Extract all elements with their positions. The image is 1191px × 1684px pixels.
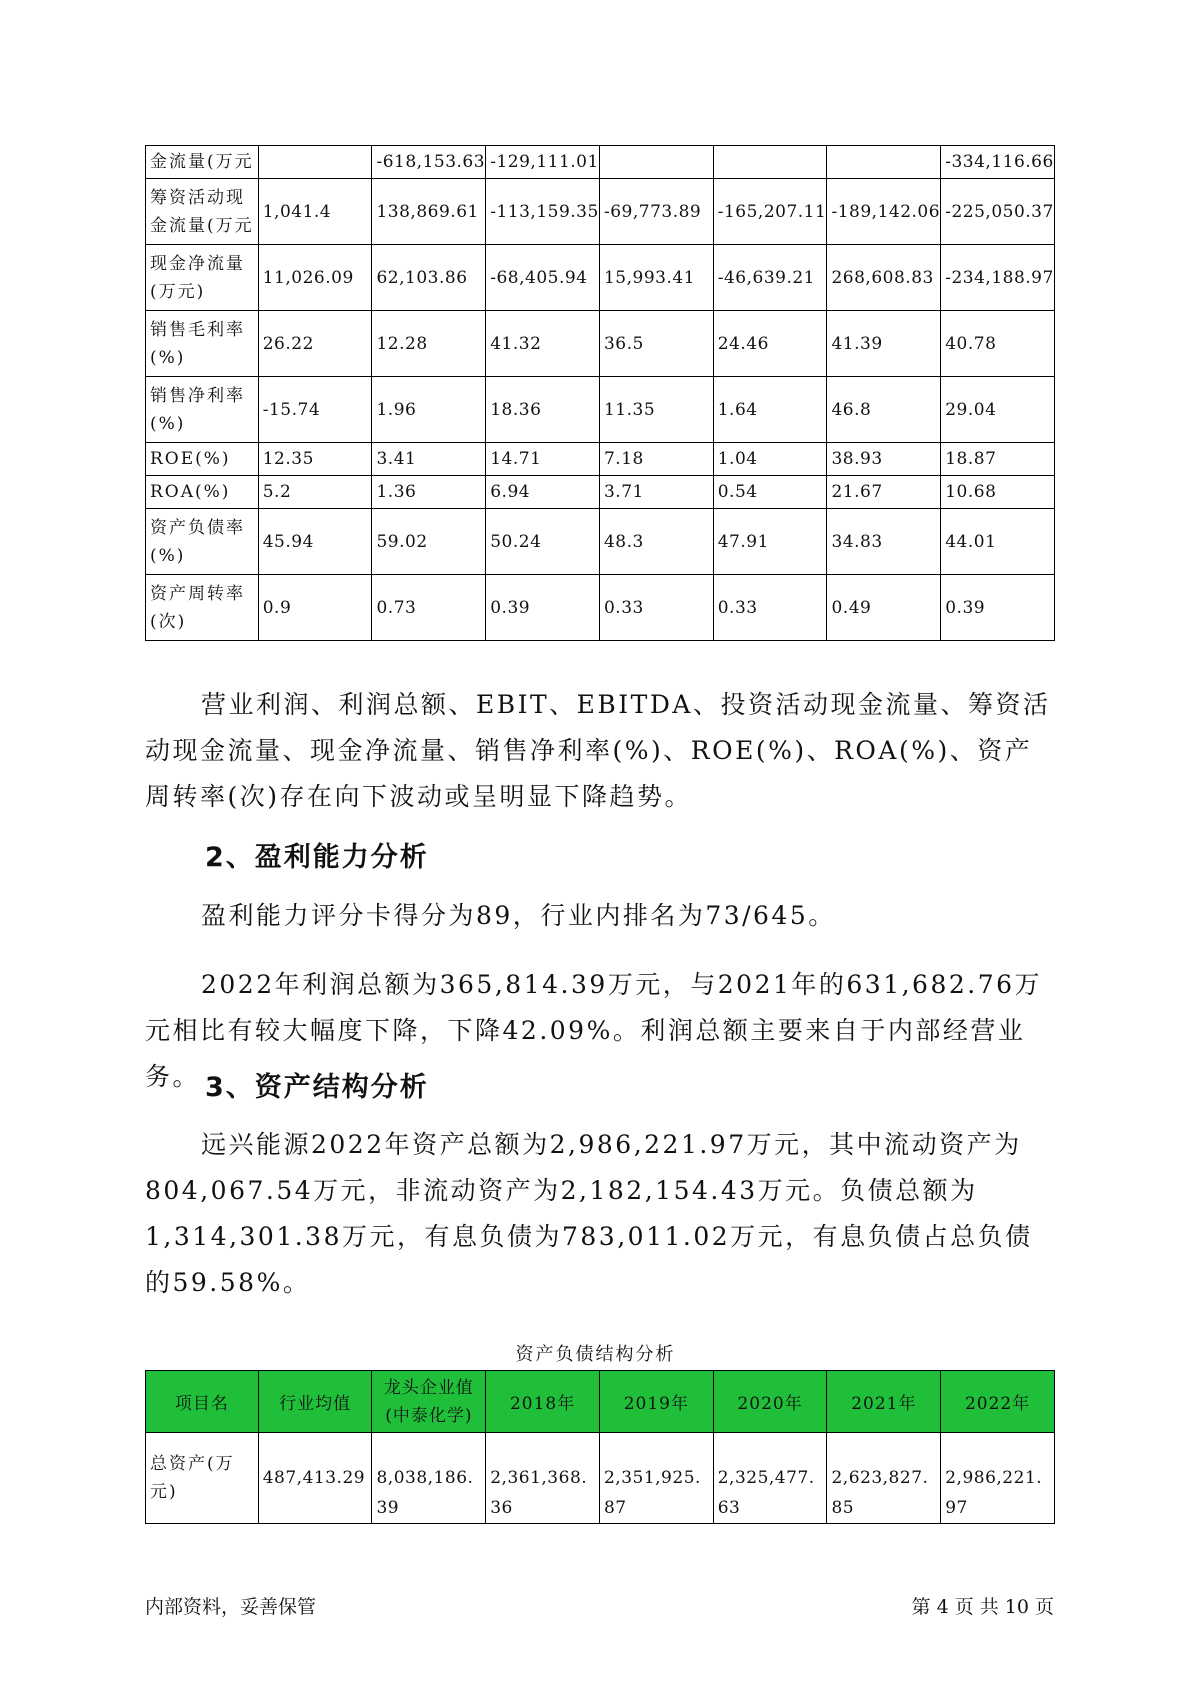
footer-confidential-note: 内部资料，妥善保管 (145, 1596, 317, 1618)
table-cell: 29.04 (941, 377, 1055, 443)
table-row (146, 476, 1055, 509)
row-label: 销售净利率(%) (146, 377, 259, 443)
table-cell: 2,986,221.97 (941, 1433, 1055, 1524)
table-cell: 3.71 (599, 476, 713, 509)
table-cell: 14.71 (486, 443, 600, 476)
table-row (146, 311, 1055, 377)
table-cell: 487,413.29 (258, 1433, 372, 1524)
table-caption: 资产负债结构分析 (515, 1344, 676, 1365)
table-cell: 38.93 (827, 443, 941, 476)
table-cell: 47.91 (713, 509, 827, 575)
table-cell: -15.74 (258, 377, 372, 443)
table-cell: -113,159.35 (486, 179, 600, 245)
table-cell: 1.04 (713, 443, 827, 476)
table-row (146, 377, 1055, 443)
row-label: 金流量(万元 (146, 146, 259, 179)
profitability-score-paragraph: 盈利能力评分卡得分为89，行业内排名为73/645。 (201, 901, 836, 930)
table-cell: 59.02 (372, 509, 486, 575)
table-cell (713, 146, 827, 179)
table-cell: -46,639.21 (713, 245, 827, 311)
row-label: 筹资活动现金流量(万元 (146, 179, 259, 245)
row-label: ROA(%) (146, 476, 259, 509)
table-cell: -69,773.89 (599, 179, 713, 245)
table-cell: 2,361,368.36 (486, 1433, 600, 1524)
table-cell: 11.35 (599, 377, 713, 443)
column-header: 2019年 (599, 1371, 713, 1433)
table-cell: -68,405.94 (486, 245, 600, 311)
table-cell: 11,026.09 (258, 245, 372, 311)
table-cell: -129,111.01 (486, 146, 600, 179)
table-cell: 1.36 (372, 476, 486, 509)
table-cell: 1,041.4 (258, 179, 372, 245)
row-label: 总资产(万元) (146, 1433, 259, 1524)
section-heading-profitability: 2、盈利能力分析 (205, 842, 429, 873)
table-cell: 36.5 (599, 311, 713, 377)
column-header: 2020年 (713, 1371, 827, 1433)
row-label: 销售毛利率(%) (146, 311, 259, 377)
table-cell: 268,608.83 (827, 245, 941, 311)
table-row (146, 1433, 1055, 1524)
table-cell: 44.01 (941, 509, 1055, 575)
table-cell: 7.18 (599, 443, 713, 476)
section-heading-asset-structure: 3、资产结构分析 (205, 1072, 429, 1103)
table-row (146, 245, 1055, 311)
column-header: 项目名 (146, 1371, 259, 1433)
table-cell: 41.39 (827, 311, 941, 377)
table-cell: 34.83 (827, 509, 941, 575)
table-cell: 0.33 (713, 575, 827, 641)
table-cell: 2,351,925.87 (599, 1433, 713, 1524)
column-header: 2022年 (941, 1371, 1055, 1433)
table-cell: -189,142.06 (827, 179, 941, 245)
table-cell: -234,188.97 (941, 245, 1055, 311)
table-row (146, 146, 1055, 179)
table-cell: 1.96 (372, 377, 486, 443)
table-row (146, 575, 1055, 641)
table-cell: 138,869.61 (372, 179, 486, 245)
table-cell: -225,050.37 (941, 179, 1055, 245)
table-cell: 45.94 (258, 509, 372, 575)
table-cell: 2,325,477.63 (713, 1433, 827, 1524)
table-row (146, 443, 1055, 476)
table-header-row (146, 1371, 1055, 1433)
table-cell: 0.9 (258, 575, 372, 641)
table-cell: 5.2 (258, 476, 372, 509)
row-label: 资产周转率(次) (146, 575, 259, 641)
asset-structure-paragraph: 远兴能源2022年资产总额为2,986,221.97万元，其中流动资产为804,067.54万元，非流动资产为2,182,154.43万元。负债总额为1,314,301.38万元，有息负债为783,011.02万元，有息负债占总负债的59.58%。 (145, 1130, 1033, 1297)
table-cell: 12.28 (372, 311, 486, 377)
column-header: 行业均值 (258, 1371, 372, 1433)
table-cell: 46.8 (827, 377, 941, 443)
table-cell: 48.3 (599, 509, 713, 575)
row-label: 现金净流量(万元) (146, 245, 259, 311)
table-cell (599, 146, 713, 179)
table-cell: -165,207.11 (713, 179, 827, 245)
table-cell: -618,153.63 (372, 146, 486, 179)
table-cell: 12.35 (258, 443, 372, 476)
table-cell: 18.36 (486, 377, 600, 443)
table-row (146, 509, 1055, 575)
table-cell: 6.94 (486, 476, 600, 509)
table-cell: 15,993.41 (599, 245, 713, 311)
financial-indicators-table (145, 145, 1055, 641)
column-header: 2018年 (486, 1371, 600, 1433)
table-cell: -334,116.66 (941, 146, 1055, 179)
table-cell: 10.68 (941, 476, 1055, 509)
table-cell: 0.49 (827, 575, 941, 641)
table-cell: 0.39 (486, 575, 600, 641)
table-cell (827, 146, 941, 179)
table-cell: 40.78 (941, 311, 1055, 377)
asset-liability-structure-table (145, 1370, 1055, 1524)
column-header: 龙头企业值(中泰化学) (372, 1371, 486, 1433)
profit-total-paragraph: 2022年利润总额为365,814.39万元，与2021年的631,682.76万元相比有较大幅度下降，下降42.09%。利润总额主要来自于内部经营业务。 (145, 970, 1043, 1091)
table-cell: 0.73 (372, 575, 486, 641)
table-cell: 8,038,186.39 (372, 1433, 486, 1524)
table-cell: 26.22 (258, 311, 372, 377)
table-row (146, 179, 1055, 245)
row-label: 资产负债率(%) (146, 509, 259, 575)
table-cell: 0.54 (713, 476, 827, 509)
footer-page-number: 第 4 页 共 10 页 (911, 1596, 1054, 1618)
table-cell: 62,103.86 (372, 245, 486, 311)
trend-paragraph: 营业利润、利润总额、EBIT、EBITDA、投资活动现金流量、筹资活动现金流量、现金净流量、销售净利率(%)、ROE(%)、ROA(%)、资产周转率(次)存在向下波动或呈明显下降趋势。 (145, 690, 1051, 811)
table-cell: 2,623,827.85 (827, 1433, 941, 1524)
table-cell: 1.64 (713, 377, 827, 443)
table-cell: 0.39 (941, 575, 1055, 641)
table-cell: 3.41 (372, 443, 486, 476)
table-cell: 24.46 (713, 311, 827, 377)
table-cell: 18.87 (941, 443, 1055, 476)
column-header: 2021年 (827, 1371, 941, 1433)
table-cell: 50.24 (486, 509, 600, 575)
table-cell: 0.33 (599, 575, 713, 641)
row-label: ROE(%) (146, 443, 259, 476)
table-cell (258, 146, 372, 179)
table-cell: 41.32 (486, 311, 600, 377)
table-cell: 21.67 (827, 476, 941, 509)
